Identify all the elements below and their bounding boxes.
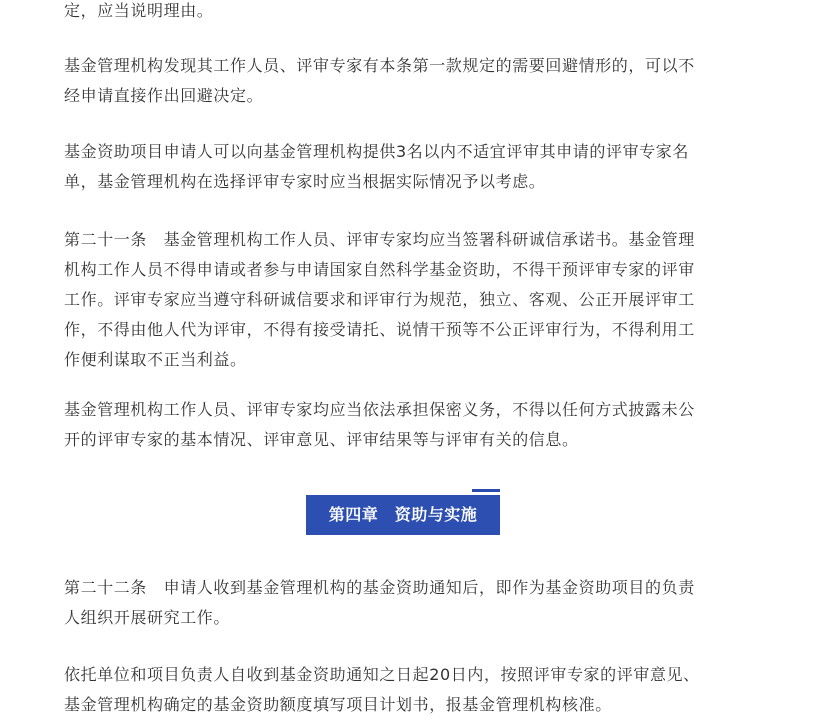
text-line: 基金管理机构发现其工作人员、评审专家有本条第一款规定的需要回避情形的，可以不 bbox=[64, 56, 695, 75]
text-line: 作便利谋取不正当利益。 bbox=[64, 350, 247, 369]
paragraph bbox=[64, 137, 754, 197]
text-line: 第二十一条 基金管理机构工作人员、评审专家均应当签署科研诚信承诺书。基金管理 bbox=[64, 230, 695, 249]
text-line: 依托单位和项目负责人自收到基金资助通知之日起20日内，按照评审专家的评审意见、 bbox=[64, 665, 700, 684]
text-line: 定，应当说明理由。 bbox=[64, 1, 214, 20]
paragraph bbox=[64, 0, 754, 26]
text-line: 基金管理机构确定的基金资助额度填写项目计划书，报基金管理机构核准。 bbox=[64, 695, 612, 714]
text-line: 基金资助项目申请人可以向基金管理机构提供3名以内不适宜评审其申请的评审专家名 bbox=[64, 142, 689, 161]
text-line: 基金管理机构工作人员、评审专家均应当依法承担保密义务，不得以任何方式披露未公 bbox=[64, 400, 695, 419]
chapter-heading: 第四章 资助与实施 bbox=[306, 495, 500, 535]
paragraph bbox=[64, 573, 754, 633]
text-line: 第二十二条 申请人收到基金管理机构的基金资助通知后，即作为基金资助项目的负责 bbox=[64, 578, 695, 597]
text-line: 作，不得由他人代为评审，不得有接受请托、说情干预等不公正评审行为，不得利用工 bbox=[64, 320, 695, 339]
text-line: 人组织开展研究工作。 bbox=[64, 608, 231, 627]
text-line: 单，基金管理机构在选择评审专家时应当根据实际情况予以考虑。 bbox=[64, 172, 546, 191]
paragraph bbox=[64, 51, 754, 111]
paragraph bbox=[64, 225, 754, 375]
chapter-heading-block bbox=[306, 489, 500, 535]
text-line: 机构工作人员不得申请或者参与申请国家自然科学基金资助，不得干预评审专家的评审 bbox=[64, 260, 695, 279]
accent-bar bbox=[472, 489, 500, 492]
text-line: 经申请直接作出回避决定。 bbox=[64, 86, 264, 105]
text-line: 开的评审专家的基本情况、评审意见、评审结果等与评审有关的信息。 bbox=[64, 430, 579, 449]
paragraph bbox=[64, 395, 754, 455]
paragraph bbox=[64, 660, 754, 720]
text-line: 工作。评审专家应当遵守科研诚信要求和评审行为规范，独立、客观、公正开展评审工 bbox=[64, 290, 695, 309]
